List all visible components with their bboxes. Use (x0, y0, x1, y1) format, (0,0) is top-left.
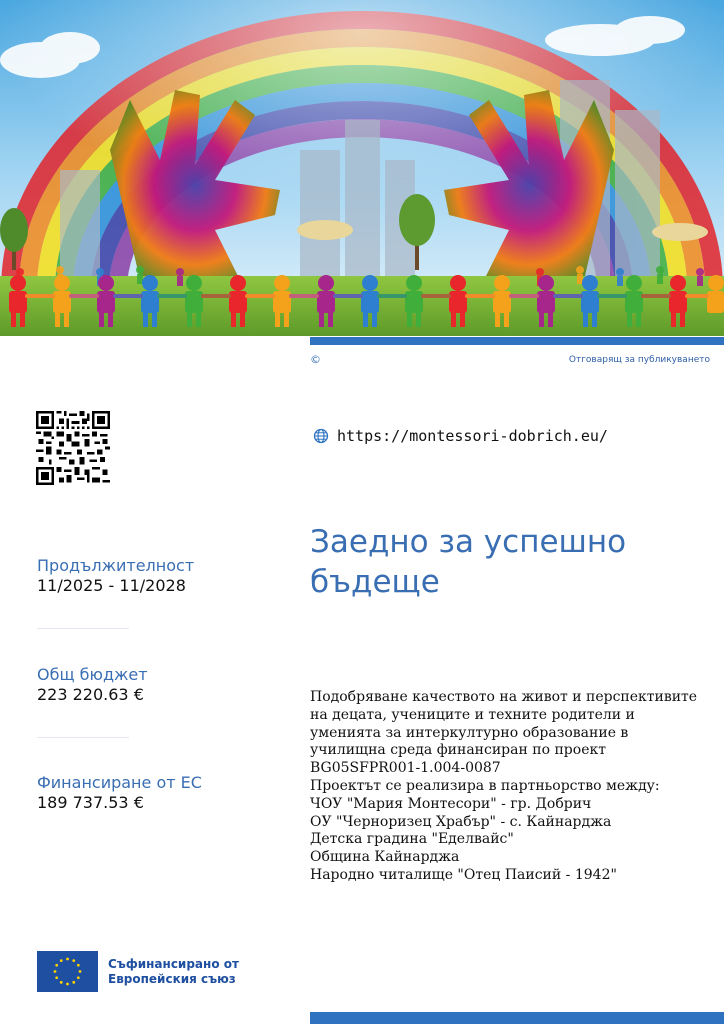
website-url: https://montessori-dobrich.eu/ (337, 427, 608, 445)
hero-illustration (0, 0, 724, 336)
description-line: ОУ "Черноризец Храбър" - с. Кайнарджа (310, 813, 612, 830)
eu-funding-value: 189 737.53 € (37, 793, 144, 812)
accent-bar-bottom (310, 1012, 724, 1024)
description-line: училищна среда финансиран по проект (310, 742, 606, 759)
eu-cofunded-logo (37, 951, 239, 992)
qr-code-icon (36, 411, 110, 485)
website-link[interactable] (313, 427, 608, 445)
globe-icon (313, 428, 329, 444)
description-line: BG05SFPR001-1.004-0087 (310, 760, 501, 777)
project-title: Заедно за успешно бъдеще (310, 524, 627, 600)
eu-flag-icon (37, 951, 98, 992)
duration-value: 11/2025 - 11/2028 (37, 576, 186, 595)
budget-value: 223 220.63 € (37, 685, 144, 704)
divider (37, 628, 129, 629)
hero-image (0, 0, 724, 336)
budget-block (37, 665, 237, 705)
copyright-symbol: © (310, 353, 321, 366)
eu-funding-block (37, 773, 237, 813)
eu-logo-line2: Европейския съюз (108, 971, 236, 986)
publish-responsible-note: Отговарящ за публикуването (568, 355, 710, 365)
description-line: Детска градина "Еделвайс" (310, 831, 514, 848)
divider (37, 737, 129, 738)
eu-logo-line1: Съфинансирано от (108, 956, 239, 971)
description-line: Община Кайнарджа (310, 849, 460, 866)
duration-block (37, 556, 237, 596)
description-line: Подобряване качеството на живот и перспективите (310, 689, 698, 705)
description-line: на децата, учениците и техните родители и (310, 706, 635, 723)
description-line: Народно читалище "Отец Паисий - 1942" (310, 866, 617, 883)
project-description (310, 689, 710, 885)
duration-label: Продължителност (37, 556, 195, 575)
accent-bar-top (310, 337, 724, 345)
description-line: уменията за интеркултурно образование в (310, 724, 629, 741)
description-line: Проектът се реализира в партньорство между: (310, 777, 660, 794)
eu-funding-label: Финансиране от ЕС (37, 773, 202, 792)
budget-label: Общ бюджет (37, 665, 148, 684)
description-line: ЧОУ "Мария Монтесори" - гр. Добрич (310, 795, 592, 812)
qr-code[interactable] (36, 411, 110, 485)
